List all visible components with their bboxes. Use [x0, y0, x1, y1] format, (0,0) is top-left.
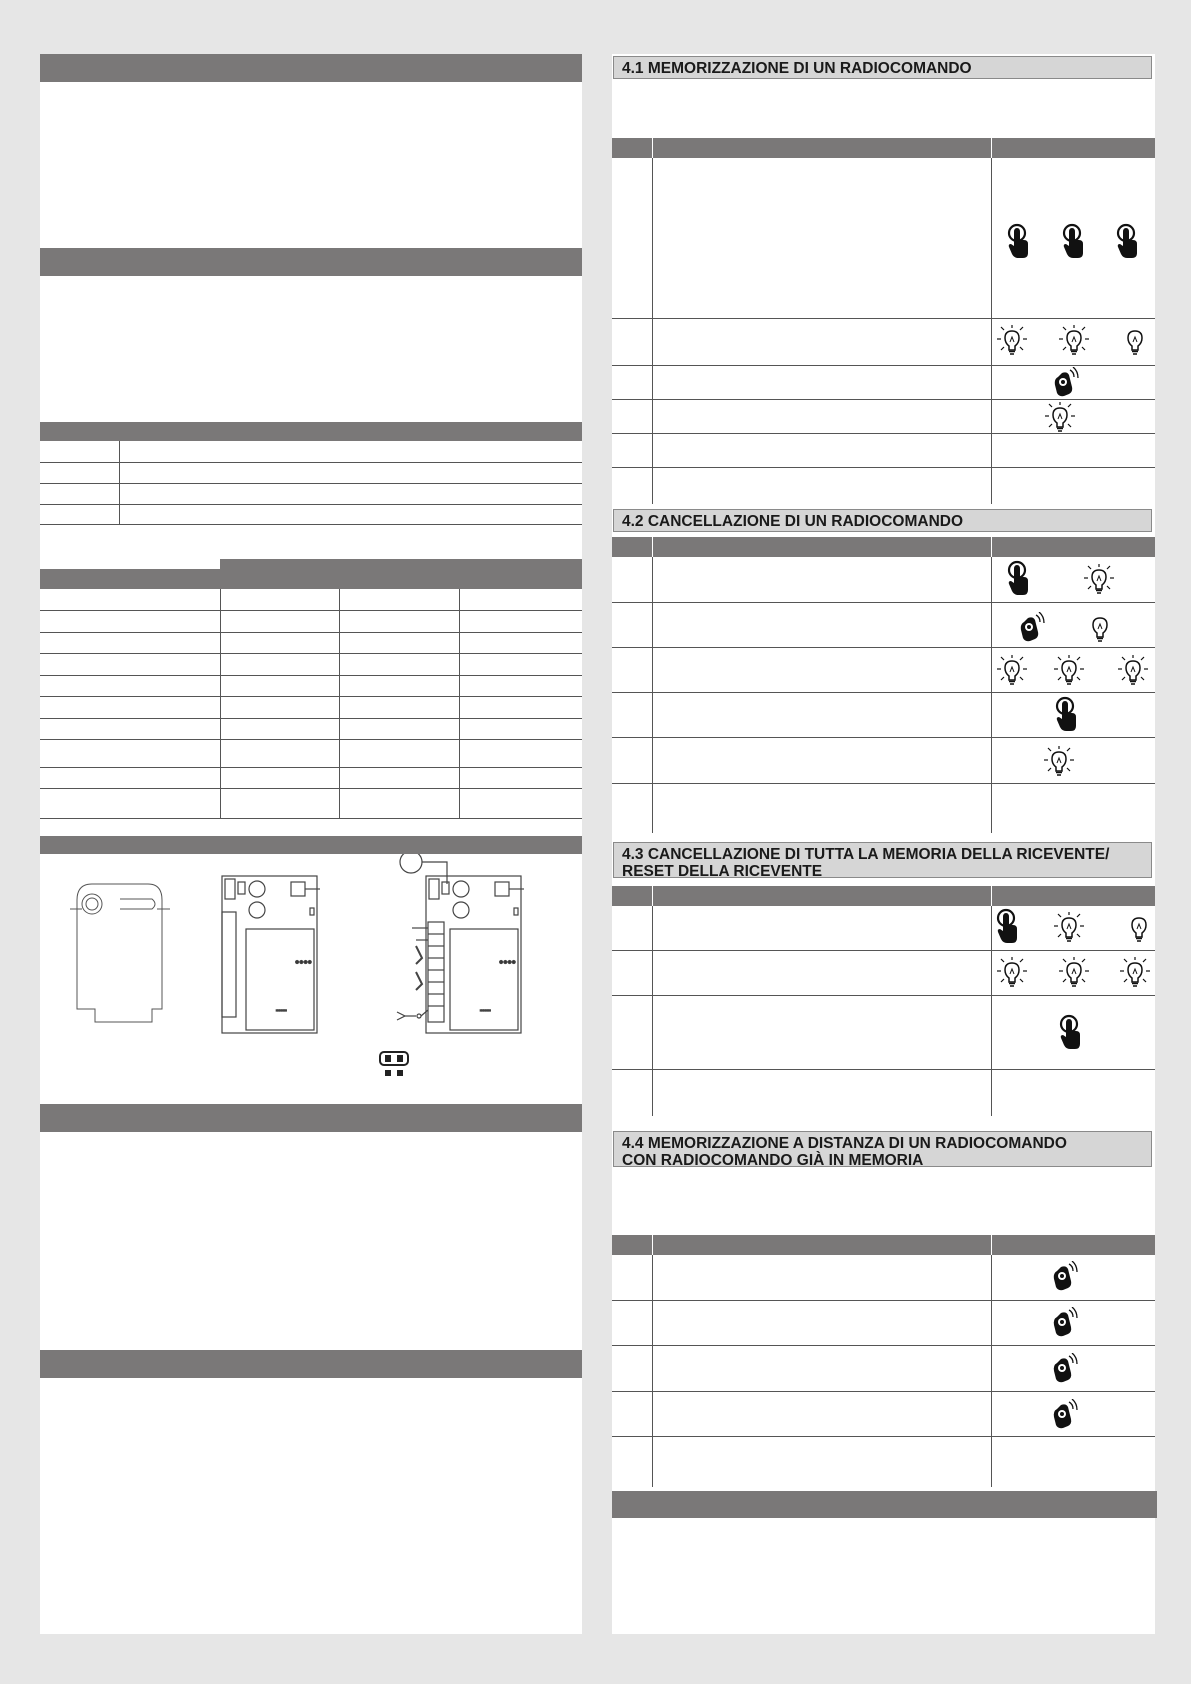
hand-press-icon — [995, 908, 1025, 948]
left-column — [40, 54, 582, 1634]
hand-press-icon — [1061, 223, 1091, 263]
remote-control-icon — [1018, 612, 1048, 644]
hand-press-icon — [1115, 223, 1145, 263]
lamp-on-icon — [1052, 653, 1086, 687]
lamp-on-icon — [1118, 955, 1152, 989]
remote-control-icon — [1052, 367, 1082, 399]
spec-table-header — [40, 422, 582, 441]
jumper-diagram — [380, 1052, 408, 1076]
hand-press-icon — [1058, 1014, 1088, 1054]
lamp-on-icon — [995, 653, 1029, 687]
lamp-on-icon — [1043, 400, 1077, 434]
hand-press-icon — [1054, 696, 1084, 736]
lamp-on-icon — [995, 955, 1029, 989]
diagram-section-bar — [40, 836, 582, 854]
hand-press-icon — [1006, 560, 1036, 600]
lamp-on-icon — [1042, 744, 1076, 778]
section-4-3-title: 4.3 CANCELLAZIONE DI TUTTA LA MEMORIA DELLA RICEVENTE/ RESET DELLA RICEVENTE — [613, 842, 1152, 878]
receiver-board-diagram — [222, 876, 320, 1033]
left-section-bar-5 — [40, 1350, 582, 1378]
section-4-4-title: 4.4 MEMORIZZAZIONE A DISTANZA DI UN RADIOCOMANDO CON RADIOCOMANDO GIÀ IN MEMORIA — [613, 1131, 1152, 1167]
right-section-bar-5 — [612, 1491, 1157, 1518]
lamp-on-icon — [1057, 323, 1091, 357]
svg-text:●●●●: ●●●● — [499, 959, 516, 966]
receiver-case-diagram — [70, 884, 170, 1022]
lamp-on-icon — [1052, 910, 1086, 944]
svg-text:▪▪▪▪▪▪: ▪▪▪▪▪▪ — [480, 1008, 491, 1014]
remote-control-icon — [1051, 1353, 1081, 1385]
lamp-on-icon — [1057, 955, 1091, 989]
remote-control-icon — [1051, 1307, 1081, 1339]
receiver-wiring-diagram — [397, 854, 524, 1033]
section-4-2-title: 4.2 CANCELLAZIONE DI UN RADIOCOMANDO — [613, 509, 1152, 532]
lamp-on-icon — [995, 323, 1029, 357]
spec-table — [40, 441, 582, 525]
hand-press-icon — [1006, 223, 1036, 263]
lamp-off-icon — [1122, 910, 1156, 944]
table-4-1 — [612, 138, 1155, 504]
lamp-off-icon — [1118, 323, 1152, 357]
left-section-bar-2 — [40, 248, 582, 276]
remote-control-icon — [1051, 1261, 1081, 1293]
left-section-bar-4 — [40, 1104, 582, 1132]
lamp-on-icon — [1082, 562, 1116, 596]
technical-data-table — [40, 559, 582, 819]
remote-control-icon — [1051, 1399, 1081, 1431]
receiver-diagrams — [40, 854, 582, 1144]
lamp-off-icon — [1083, 610, 1117, 644]
lamp-on-icon — [1116, 653, 1150, 687]
right-column — [612, 54, 1155, 1634]
svg-text:▪▪▪▪▪▪: ▪▪▪▪▪▪ — [276, 1008, 287, 1014]
section-4-1-title: 4.1 MEMORIZZAZIONE DI UN RADIOCOMANDO — [613, 56, 1152, 79]
left-section-bar-1 — [40, 54, 582, 82]
svg-text:●●●●: ●●●● — [295, 959, 312, 966]
